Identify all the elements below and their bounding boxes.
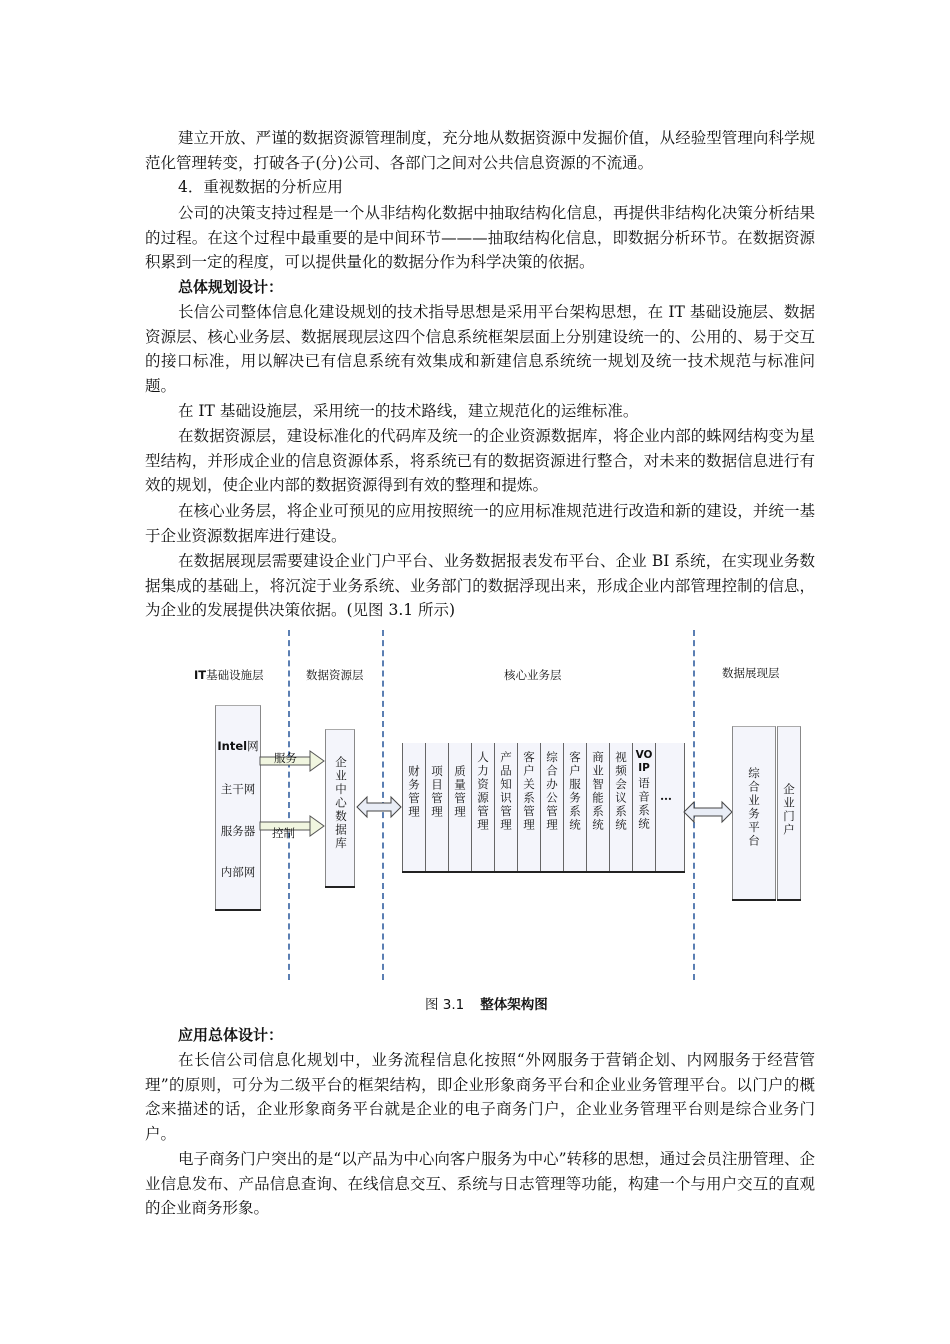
it-item-server: 服务器: [220, 824, 256, 838]
db-core-double-arrow: [355, 793, 403, 823]
layer-title-core: 核心业务层: [504, 668, 562, 682]
heading-data-analysis: 4．重视数据的分析应用: [178, 178, 343, 196]
layer-title-present: 数据展现层: [722, 666, 780, 680]
architecture-diagram: [190, 625, 820, 985]
module-bi: [587, 743, 610, 871]
module-voip-prefix: VOIP: [635, 749, 653, 774]
paragraph-data-management: 建立开放、严谨的数据资源管理制度，充分地从数据资源中发掘价值，从经验型管理向科学规范化管理转变，打破各子(分)公司、各部门之间对公共信息资源的不流通。: [145, 129, 815, 172]
module-customer-service: [564, 743, 587, 871]
enterprise-database-box: [325, 729, 355, 886]
figure-caption: [425, 993, 548, 1013]
module-finance: [403, 743, 426, 871]
it-item-intel: [216, 738, 260, 754]
module-video-conference: [610, 743, 633, 871]
layer-title-data: 数据资源层: [306, 668, 364, 682]
module-bi-label: 商业智能系统: [591, 751, 605, 832]
module-more-ellipsis: …: [660, 789, 672, 803]
module-video-conference-label: 视频会议系统: [614, 751, 628, 832]
control-label: 控制: [272, 826, 295, 840]
core-modules-group: [402, 743, 685, 871]
paragraph-presentation-layer: 在数据展现层需要建设企业门户平台、业务数据报表发布平台、企业 BI 系统，在实现业务数据集成的基础上，将沉淀于业务系统、业务部门的数据浮现出来，形成企业内部管理控制的信息，为企业的发展提供决策依据。(见图 3.1 所示): [145, 552, 815, 620]
integrated-business-platform-box: [732, 726, 776, 899]
paragraph-architecture: 长信公司整体信息化建设规划的技术指导思想是采用平台架构思想，在 IT 基础设施层、数据资源层、核心业务层、数据展现层这四个信息系统框架层面上分别建设统一的、公用的、易于交互的接口标准，用以解决已有信息系统有效集成和新建信息系统统一规划及统一技术规范与标准问题。: [145, 303, 815, 395]
core-present-double-arrow: [682, 798, 734, 828]
module-product-knowledge: [495, 743, 518, 871]
enterprise-database-label: 企业中心数据库: [334, 756, 348, 851]
module-hr: [472, 743, 495, 871]
it-item-intel-prefix: Intel: [217, 739, 248, 753]
module-voip: [633, 743, 656, 871]
paragraph-data-layer: 在数据资源层，建设标准化的代码库及统一的企业资源数据库，将企业内部的蛛网结构变为星型结构，并形成企业的信息资源体系，将系统已有的数据资源进行整合，对未来的数据信息进行有效的规划，使企业内部的数据资源得到有效的整理和提炼。: [145, 427, 815, 495]
integrated-business-platform-label: 综合业务平台: [747, 767, 761, 848]
it-item-intranet: 内部网: [220, 865, 256, 879]
module-hr-label: 人力资源管理: [476, 751, 490, 832]
it-item-mainnet: 主干网: [220, 782, 256, 796]
module-finance-label: 财务管理: [407, 765, 421, 819]
module-product-knowledge-label: 产品知识管理: [499, 751, 513, 832]
figure-caption-title: 整体架构图: [480, 997, 548, 1013]
heading-application-design: 应用总体设计：: [178, 1026, 284, 1044]
module-project: [426, 743, 449, 871]
module-voip-label: 语音系统: [637, 777, 651, 831]
paragraph-ecommerce-portal: 电子商务门户突出的是“以产品为中心向客户服务为中心”转移的思想，通过会员注册管理、企业信息发布、产品信息查询、在线信息交互、系统与日志管理等功能，构建一个与用户交互的直观的企业商务形象。: [145, 1150, 815, 1218]
module-quality-label: 质量管理: [453, 765, 467, 819]
module-more: [656, 743, 685, 871]
module-crm-label: 客户关系管理: [522, 751, 536, 832]
paragraph-decision-support: 公司的决策支持过程是一个从非结构化数据中抽取结构化信息，再提供非结构化决策分析结果的过程。在这个过程中最重要的是中间环节———抽取结构化信息，即数据分析环节。在数据资源积累到一定的程度，可以提供量化的数据分作为科学决策的依据。: [145, 204, 815, 272]
it-item-intel-suffix: 网: [247, 739, 259, 753]
module-quality: [449, 743, 472, 871]
module-office: [541, 743, 564, 871]
module-project-label: 项目管理: [430, 765, 444, 819]
enterprise-portal-label: 企业门户: [782, 783, 796, 837]
layer-title-it-label: 基础设施层: [206, 668, 264, 682]
it-infrastructure-box: [215, 705, 261, 909]
module-crm: [518, 743, 541, 871]
figure-caption-number: 图 3.1: [425, 997, 465, 1013]
service-label: 服务: [274, 751, 297, 765]
enterprise-portal-box: [777, 726, 801, 899]
module-office-label: 综合办公管理: [545, 751, 559, 832]
module-customer-service-label: 客户服务系统: [568, 751, 582, 832]
paragraph-it-layer: 在 IT 基础设施层，采用统一的技术路线，建立规范化的运维标准。: [178, 402, 639, 420]
paragraph-core-layer: 在核心业务层，将企业可预见的应用按照统一的应用标准规范进行改造和新的建设，并统一基于企业资源数据库进行建设。: [145, 502, 815, 545]
paragraph-application-framework: 在长信公司信息化规划中，业务流程信息化按照“外网服务于营销企划、内网服务于经营管理”的原则，可分为二级平台的框架结构，即企业形象商务平台和企业业务管理平台。以门户的概念来描述的话，企业形象商务平台就是企业的电子商务门户，企业业务管理平台则是综合业务门户。: [145, 1051, 815, 1143]
layer-title-it-prefix: IT: [194, 668, 207, 682]
layer-title-it: [194, 667, 264, 683]
heading-overall-planning: 总体规划设计：: [178, 278, 284, 296]
